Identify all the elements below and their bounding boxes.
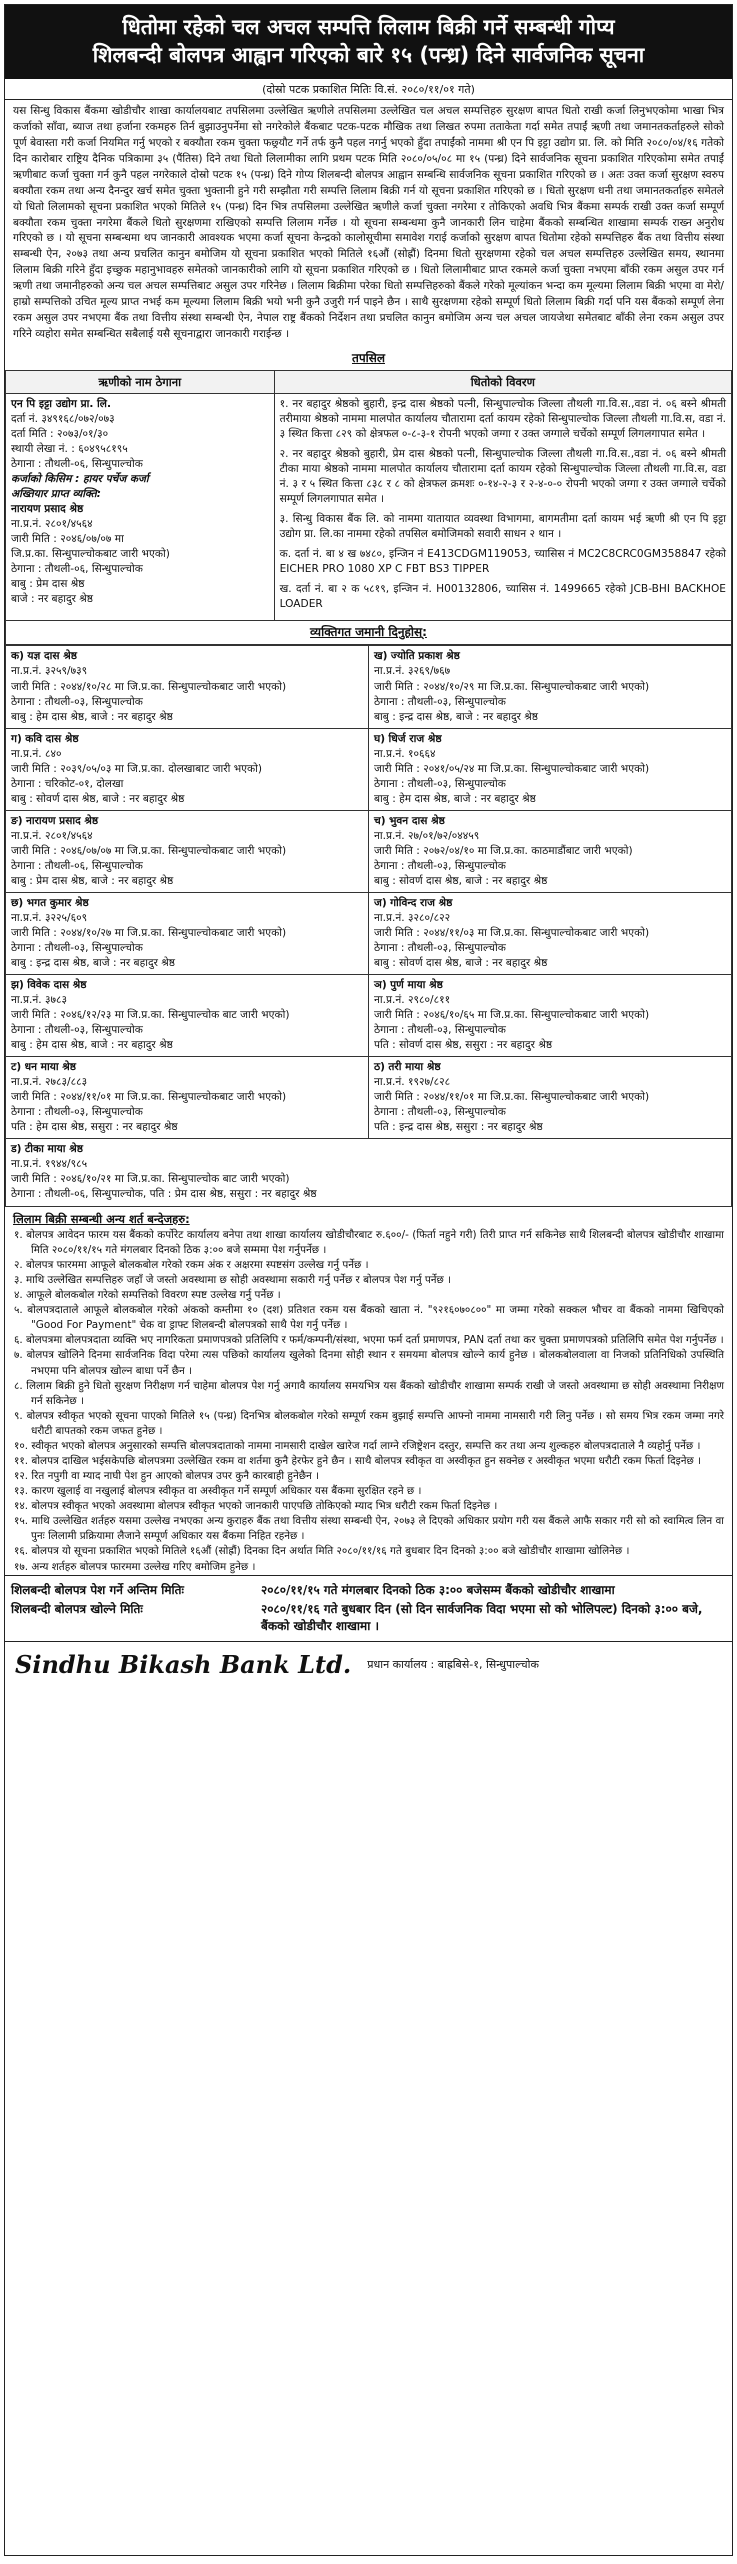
guarantor-detail: ना.प्र.नं. १९२७/८२८ xyxy=(374,1076,451,1089)
guarantor-entry xyxy=(369,646,732,728)
guarantor-detail: बाबु : हेम दास श्रेष्ठ, बाजे : नर बहादुर श्रेष्ठ xyxy=(374,792,536,805)
condition-item: १७. अन्य शर्तहरु बोलपत्र फारममा उल्लेख गरिए बमोजिम हुनेछ । xyxy=(14,1560,256,1573)
guarantor-detail: ना.प्र.नं. ३२६९/७६७ xyxy=(374,665,451,678)
condition-item: १. बोलपत्र आवेदन फारम यस बैंकको कर्पोरेट कार्यालय बनेपा तथा शाखा कार्यालय खोडीचौरबाट रु.६००/- (फिर्ता नहुने गरी) तिरी प्राप्त गर्न सकिनेछ साथै शिलबन्दी बोलपत्र खोडीचौर शाखामा मिति २०८०/११/१५ गते मंगलबार दिनको ठिक ३:०० बजे सम्ममा पेश गर्नुपर्नेछ । xyxy=(14,1228,724,1256)
condition-item: ९. बोलपत्र स्वीकृत भएको सूचना पाएको मितिले १५ (पन्ध्र) दिनभित्र बोलकबोल गरेको सम्पूर्ण रकम बुझाई सम्पत्ति आफ्नो नाममा नामसारी गरी लिनु पर्नेछ । सो समय भित्र रकम जम्मा नगरे धरौटी बापतको रकम जफत हुनेछ । xyxy=(14,1409,724,1437)
guarantor-detail: ठेगाना : तौथली-०३, सिन्धुपाल्चोक xyxy=(374,695,506,708)
notice-title-line-1: धितोमा रहेको चल अचल सम्पत्ति लिलाम बिक्री गर्ने सम्बन्धी गोप्य xyxy=(122,15,615,39)
guarantor-entry xyxy=(6,646,369,728)
guarantor-name: टीका माया श्रेष्ठ xyxy=(24,1143,83,1156)
guarantor-detail: ठेगाना : तौथली-०३, सिन्धुपाल्चोक xyxy=(11,1024,143,1037)
guarantor-detail: पति : इन्द्र दास श्रेष्ठ, ससुरा : नर बहादुर श्रेष्ठ xyxy=(374,1121,543,1134)
condition-item: १०. स्वीकृत भएको बोलपत्र अनुसारको सम्पत्ति बोलपत्रदाताको नाममा नामसारी दाखेल खारेज गर्दा लाग्ने रजिष्ट्रेशन दस्तुर, सम्पत्ति कर तथा अन्य शुल्कहरु बोलपत्रदाताले नै व्यहोर्नु पर्नेछ । xyxy=(14,1439,701,1452)
condition-item: ४. आफूले बोलकबोल गरेको सम्पत्तिको विवरण स्पष्ट उल्लेख गर्नु पर्नेछ । xyxy=(14,1289,281,1302)
guarantor-detail: ना.प्र.नं. ८४० xyxy=(11,747,62,760)
condition-item: ५. बोलपत्रदाताले आफूले बोलकबोल गरेको अंकको कम्तीमा १० (दश) प्रतिशत रकम यस बैंकको खाता नं. "९२१६०७०८००" मा जम्मा गरेको सक्कल भौचर वा बैंकको नाममा खिचिएको "Good For Payment" चेक वा ड्राफ्ट शिलबन्दी बोलपत्रको साथै पेश गर्नु पर्नेछ । xyxy=(14,1304,724,1332)
guarantor-detail: ठेगाना : तौथली-०३, सिन्धुपाल्चोक xyxy=(374,777,506,790)
submission-value: २०८०/११/१५ गते मंगलबार दिनको ठिक ३:०० बजेसम्म बैंकको खोडीचौर शाखामा xyxy=(261,1582,615,1597)
guarantor-detail: ठेगाना : तौथली-०६, सिन्धुपाल्चोक xyxy=(11,859,143,872)
guarantor-detail: बाबु : इन्द्र दास श्रेष्ठ, बाजे : नर बहादुर श्रेष्ठ xyxy=(374,710,539,723)
guarantor-detail: बाबु : सोवर्ण दास श्रेष्ठ, बाजे : नर बहादुर श्रेष्ठ xyxy=(11,792,185,805)
borrower-line: दर्ता नं. ३४९१६८/०७२/०७३ xyxy=(11,413,115,426)
guarantor-detail: जारी मिति : २०७२/०४/१० मा जि.प्र.का. काठमाडौंबाट जारी भएको) xyxy=(374,844,633,857)
submission-deadline xyxy=(11,1582,726,1599)
bank-footer xyxy=(5,1641,732,1688)
guarantor-detail: बाबु : प्रेम दास श्रेष्ठ, बाजे : नर बहादुर श्रेष्ठ xyxy=(11,874,174,887)
borrower-line: दर्ता मिति : २०७३/०१/३० xyxy=(11,428,109,441)
guarantor-detail: पति : हेम दास श्रेष्ठ, ससुरा : नर बहादुर श्रेष्ठ xyxy=(11,1121,178,1134)
guarantor-detail: बाबु : इन्द्र दास श्रेष्ठ, बाजे : नर बहादुर श्रेष्ठ xyxy=(11,957,176,970)
condition-item: १५. माथि उल्लेखित शर्तहरु यसमा उल्लेख नभएका अन्य कुराहरु बैंक तथा वित्तीय संस्था सम्बन्धी ऐन, २०७३ ले दिएको अधिकार प्रयोग गरी यस बैंकले आफै सकार गरी सो को स्वामित्व लिन वा पुनः लिलामी प्रक्रियामा लैजाने सम्पूर्ण अधिकार यस बैंकमा निहित रहनेछ । xyxy=(14,1515,724,1543)
schedule-table xyxy=(5,370,732,622)
submission-label: शिलबन्दी बोलपत्र पेश गर्ने अन्तिम मितिः xyxy=(11,1582,184,1597)
guarantors-table xyxy=(5,645,732,1206)
opening-label: शिलबन्दी बोलपत्र खोल्ने मितिः xyxy=(11,1601,143,1616)
condition-item: ७. बोलपत्र खोलिने दिनमा सार्वजनिक विदा परेमा त्यस पछिको कार्यालय खुलेको दिनमा सोही स्थान र समयमा बोलपत्र खोल्ने कार्य हुनेछ । बोलकबोलवाला वा निजको प्रतिनिधिको उपस्थिति नभएमा पनि बोलपत्र खोल्न बाधा पर्ने छैन । xyxy=(14,1349,724,1377)
condition-item: ११. बोलपत्र दाखिल भईसकेपछि बोलपत्रमा उल्लेखित रकम वा शर्तमा कुनै हेरफेर हुने छैन । साथै बोलपत्र स्वीकृत वा अस्वीकृत हुन सक्नेछ र अस्वीकृत भएमा धरौटी रकम फिर्ता दिइनेछ । xyxy=(14,1455,702,1468)
guarantor-entry xyxy=(369,892,732,974)
guarantor-detail: ना.प्र.नं. २७/०१/७२/०४४५९ xyxy=(374,829,480,842)
condition-item: १४. बोलपत्र स्वीकृत भएको अवस्थामा बोलपत्र स्वीकृत भएको जानकारी पाएपछि तोकिएको म्याद भित्र धरौटी रकम फिर्ता दिइनेछ । xyxy=(14,1500,498,1513)
conditions-list xyxy=(5,1228,732,1575)
guarantor-detail: जारी मिति : २०४४/१०/२८ मा जि.प्र.का. सिन्धुपाल्चोकबाट जारी भएको) xyxy=(11,680,287,693)
borrower-line: जि.प्र.का. सिन्धुपाल्चोकबाट जारी भएको) xyxy=(11,548,170,561)
guarantor-detail: ठेगाना : तौथली-०३, सिन्धुपाल्चोक xyxy=(374,1106,506,1119)
guarantor-detail: जारी मिति : २०४१/०५/२४ मा जि.प्र.का. सिन्धुपाल्चोकबाट जारी भएको) xyxy=(374,762,650,775)
guarantors-heading: व्यक्तिगत जमानी दिनुहोस्: xyxy=(5,621,732,645)
collateral-item: २. नर बहादुर श्रेष्ठको बुहारी, प्रेम दास श्रेष्ठको पत्नी, सिन्धुपाल्चोक जिल्ला तौथली गा.वि.स.,वडा नं. ०६ बस्ने श्रीमती टीका माया श्रेष्ठको नाममा मालपोत कार्यालय चौतारामा दर्ता कायम रहेको सिन्धुपाल्चोक जिल्ला तौथली गा.वि.स, वडा नं. ३ र ५ स्थित कित्ता ८३८ र ८ को क्षेत्रफल क्रमशः ०-१४-२-३ र २-४-०-० रोपनी भएको जग्गा र उक्त जग्गाले चर्चेको सम्पूर्ण लिगलगापात समेत । xyxy=(279,448,726,506)
guarantor-detail: ठेगाना : तौथली-०३, सिन्धुपाल्चोक xyxy=(11,1106,143,1119)
condition-item: २. बोलपत्र फारममा आफूले बोलकबोल गरेको रकम अंक र अक्षरमा स्पष्टसंग उल्लेख गर्नु पर्नेछ । xyxy=(14,1259,369,1271)
guarantor-name: ज्योति प्रकाश श्रेष्ठ xyxy=(390,650,460,663)
intro-paragraph: यस सिन्धु विकास बैंकमा खोडीचौर शाखा कार्यालयबाट तपसिलमा उल्लेखित ऋणीले तपसिलमा उल्लेखित चल अचल सम्पत्तिहरु सुरक्षण बापत धितो राखी कर्जा लिनुभएकोमा भाखा भित्र कर्जाको साँवा, ब्याज तथा हर्जाना रकमहरु तिर्न बुझाउनुपर्नेमा सो नगरेकोले बैंकबाट पटक-पटक मौखिक तथा लिखत रुपमा तताकेता गर्दा समेत तपाईं ऋणी तथा जमानतकर्ताहरुले सोको पूर्ण बेवास्ता गरी कर्जा नियमित गर्नु भएको र बक्यौता रकम चुक्ता फछ्र्यौट गर्ने तर्फ कुनै पहल नगर्नु भएको हुँदा तपाईंको नाममा श्री एन पि इट्टा उद्योग प्रा. लि. को मिति २०८०/०४/१६ गतेको दिन कारोबार राष्ट्रिय दैनिक पत्रिकामा ३५ (पैंतिस) दिने तथा धितो लिलामीका लागि प्रथम पटक मिति २०८०/०५/०८ मा १५ (पन्ध्र) दिने सार्वजनिक सूचना प्रकाशित गरिएकोमा समेत तपाईं ऋणीबाट कर्जा चुक्ता गर्न कुनै पहल नगरेकाले दोस्रो पटक १५ (पन्ध्र) दिने गोप्य शिलबन्दी बोलपत्र आह्वान सम्बन्धि सार्वजनिक सूचना प्रकाशित गरिएको छ । अतः उक्त कर्जा सुरक्षण स्वरुप बक्यौता रकम तथा अन्य दैनन्दुर खर्च समेत चुक्ता भुक्तानी हुने गरी सम्झौता गरी सम्पत्ति लिलाम बिक्री गर्न यो सूचना प्रकाशित गरिएको छ । धितो सुरक्षण धनी तथा जमानतकर्ताहरु समेतले यो धितो लिलामको सूचना प्रकाशित भएको मितिले १५ (पन्ध्र) दिन भित्र तपसिलमा उल्लेखित ऋणीले कर्जा चुक्ता नगरेमा र तोकिएको अवधि भित्र बैंकमा सम्पर्क राखी उक्त कर्जा सम्पूर्ण बक्यौता रकम चुक्ता नगरेमा बैंकले धितो सुरक्षणमा राखिएको सम्पत्ति लिलाम गर्नेछ । यो सूचना सम्बन्धमा कुनै जानकारी लिन चाहेमा बैंकको सम्बन्धित शाखामा सम्पर्क राख्न अनुरोध गरिएको छ । यो सूचना सम्बन्धमा थप जानकारी आवश्यक भएमा कर्जा सूचना केन्द्रको कालोसूचीमा समावेश गराई कर्जाको सुरक्षण बापत धितोमा रहेको सम्पत्तिहरु बैंक तथा वित्तीय संस्था सम्बन्धी ऐन, २०७३ तथा अन्य प्रचलित कानुन बमोजिम यो सूचना प्रकाशित भएको मितिले १६औं (सोह्रौं) दिनमा धितो सुरक्षणमा रहेको चल अचल सम्पत्तिहरु उल्लेखित समय, स्थानमा लिलाम बिक्री गरिने हुँदा इच्छुक महानुभावहरु समेतको जानकारीको लागि यो सूचना प्रकाशित गरिएको छ । धितो लिलामीबाट प्राप्त रकमले कर्जा चुक्ता नभएमा बाँकी रकम असुल उपर गर्न ऋणी तथा जमानीहरुको अन्य चल अचल सम्पत्तिबाट असुल उपर गरिनेछ । लिलाम बिक्रीमा परेका धितो सम्पत्तिहरुको बैंकले गरेको मूल्यांकन भन्दा कम मूल्यमा लिलाम बिक्री भएमा वा मेरो/हाम्रो सम्पत्तिको उचित मूल्य प्राप्त नभई कम मूल्यमा लिलाम बिक्री भयो भनी कुनै उजुरी गर्न पाइने छैन । साथै सुरक्षणमा रहेको सम्पूर्ण धितो लिलाम बिक्री गर्दा पनि यस बैंकको सम्पूर्ण लेना रकम असुल उपर नभएमा बैंक तथा वित्तीय संस्था सम्बन्धी ऐन, नेपाल राष्ट्र बैंकको निर्देशन तथा प्रचलित कानुन बमोजिम अन्य चल अचल जायजेथा समेतबाट बाँकी लेना रकम असुल उपर गरिने व्यहोरा समेत सम्बन्धित सबैलाई यसै सूचनाद्वारा जानकारी गराईन्छ । xyxy=(13,105,724,340)
guarantor-detail: ना.प्र.नं. ३७८३ xyxy=(11,994,68,1007)
guarantor-detail: ठेगाना : तौथली-०३, सिन्धुपाल्चोक xyxy=(374,942,506,955)
guarantor-letter: ङ) xyxy=(11,814,23,827)
guarantor-name: धिर्ज राज श्रेष्ठ xyxy=(388,732,442,745)
guarantor-entry xyxy=(6,892,369,974)
guarantor-name: गोविन्द राज श्रेष्ठ xyxy=(390,896,453,909)
guarantor-letter: क) xyxy=(11,650,24,663)
guarantor-letter: ड) xyxy=(11,1143,22,1156)
borrower-line: स्थायी लेखा नं. : ६०४९५८१९५ xyxy=(11,443,128,456)
tender-dates xyxy=(5,1575,732,1641)
collateral-item: ३. सिन्धु विकास बैंक लि. को नाममा यातायात व्यवस्था विभागमा, बागमतीमा दर्ता कायम भई ऋणी श्री एन पि इट्टा उद्योग प्रा. लि.का नाममा रहेको तपसिल बमोजिमको सवारी साधन २ थान । xyxy=(279,513,726,541)
condition-item: ८. लिलाम बिक्री हुने धितो सुरक्षण निरीक्षण गर्न चाहेमा बोलपत्र पेश गर्नु अगावै कार्यालय समयभित्र यस बैंकको खोडीचौर शाखामा सम्पर्क राखी जे जस्तो अवस्थामा छ सोही अवस्थामा निरीक्षण गर्न सकिनेछ । xyxy=(14,1379,724,1407)
guarantor-entry xyxy=(6,975,369,1057)
collateral-vehicle-item: ख. दर्ता नं. बा २ क ५८१९, इन्जिन नं. H00132806, च्यासिस नं. 1499665 रहेको JCB-BHI BACKHOE LOADER xyxy=(279,583,726,611)
guarantor-name: धन माया श्रेष्ठ xyxy=(24,1061,77,1074)
guarantor-detail: जारी मिति : २०४६/१०/२१ मा जि.प्र.का. सिन्धुपाल्चोक बाट जारी भएको) xyxy=(11,1173,290,1186)
guarantor-letter: ट) xyxy=(11,1061,22,1074)
guarantor-detail: ना.प्र.नं. २८०१/४५६४ xyxy=(11,829,93,842)
borrower-line: एन पि इट्टा उद्योग प्रा. लि. xyxy=(11,398,111,411)
borrower-line: जारी मिति : २०४६/०७/०७ मा xyxy=(11,533,124,546)
guarantor-detail: जारी मिति : २०४४/११/०१ मा जि.प्र.का. सिन्धुपाल्चोकबाट जारी भएको) xyxy=(11,1091,287,1104)
guarantor-entry xyxy=(6,728,369,810)
guarantor-detail: ठेगाना : तौथली-०३, सिन्धुपाल्चोक xyxy=(11,695,143,708)
collateral-cell xyxy=(274,394,731,621)
guarantor-detail: पति : सोवर्ण दास श्रेष्ठ, ससुरा : नर बहादुर श्रेष्ठ xyxy=(374,1039,553,1052)
guarantor-detail: ठेगाना : तौथली-०३, सिन्धुपाल्चोक xyxy=(374,1024,506,1037)
guarantor-detail: ना.प्र.नं. ३२५९/७३९ xyxy=(11,665,88,678)
publication-date: (दोस्रो पटक प्रकाशित मितिः वि.सं. २०८०/११/०१ गते) xyxy=(5,79,732,101)
condition-item: ३. माथि उल्लेखित सम्पत्तिहरु जहाँ जे जस्तो अवस्थामा छ सोही अवस्थामा सकारी गर्नु पर्नेछ र बोलपत्र पेश गर्नु पर्नेछ । xyxy=(14,1274,452,1287)
guarantor-name: तरी माया श्रेष्ठ xyxy=(388,1061,441,1074)
conditions-heading: लिलाम बिक्री सम्बन्धी अन्य शर्त बन्देजहरु: xyxy=(13,1211,190,1226)
guarantor-detail: ना.प्र.नं. १०६६४ xyxy=(374,747,436,760)
guarantor-detail: जारी मिति : २०४६/१०/६५ मा जि.प्र.का. सिन्धुपाल्चोकबाट जारी भएको) xyxy=(374,1009,650,1022)
guarantor-entry xyxy=(369,975,732,1057)
opening-value: २०८०/११/१६ गते बुधबार दिन (सो दिन सार्वजनिक विदा भएमा सो को भोलिपल्ट) दिनको ३:०० बजे, बैंकको खोडीचौर शाखामा । xyxy=(261,1601,703,1633)
guarantor-name: कवि दास श्रेष्ठ xyxy=(25,732,79,745)
guarantor-entry xyxy=(369,1057,732,1139)
guarantor-name: यज्ञ दास श्रेष्ठ xyxy=(27,650,77,663)
guarantor-letter: ग) xyxy=(11,732,22,745)
guarantor-detail: बाबु : हेम दास श्रेष्ठ, बाजे : नर बहादुर श्रेष्ठ xyxy=(11,1039,173,1052)
borrower-line: ठेगाना : तौथली-०६, सिन्धुपाल्चोक xyxy=(11,563,143,576)
guarantor-name: भुवन दास श्रेष्ठ xyxy=(388,814,445,827)
guarantor-detail: जारी मिति : २०४४/१०/२९ मा जि.प्र.का. सिन्धुपाल्चोकबाट जारी भएको) xyxy=(374,680,650,693)
borrower-line: नारायण प्रसाद श्रेष्ठ xyxy=(11,503,84,516)
guarantor-detail: ठेगाना : तौथली-०३, सिन्धुपाल्चोक xyxy=(11,942,143,955)
guarantor-detail: ना.प्र.नं. ३२८०/८२२ xyxy=(374,911,451,924)
guarantor-detail: ना.प्र.नं. २७८३/८८३ xyxy=(11,1076,88,1089)
guarantor-detail: जारी मिति : २०४४/१०/२७ मा जि.प्र.का. सिन्धुपाल्चोकबाट जारी भएको) xyxy=(11,926,287,939)
condition-item: १६. बोलपत्र यो सूचना प्रकाशित भएको मितिले १६औं (सोह्रौं) दिनका दिन अर्थात मिति २०८०/११/१६ गते बुधबार दिन दिनको ३:०० बजे खोडीचौर शाखामा खोलिनेछ । xyxy=(14,1545,630,1558)
collateral-item: १. नर बहादुर श्रेष्ठको बुहारी, इन्द्र दास श्रेष्ठको पत्नी, सिन्धुपाल्चोक जिल्ला तौथली गा.वि.स.,वडा नं. ०६ बस्ने श्रीमती तरीमाया श्रेष्ठको नाममा मालपोत कार्यालय चौतारामा दर्ता कायम रहेको सिन्धुपाल्चोक जिल्ला तौथली गा.वि.स, वडा नं. ३ स्थित कित्ता ८२९ को क्षेत्रफल ०-८-३-१ रोपनी भएको जग्गा र उक्त जग्गाले चर्चेको सम्पूर्ण लिगलगापात समेत । xyxy=(279,398,726,441)
bank-logo: Sindhu Bikash Bank Ltd. xyxy=(15,1649,352,1679)
guarantor-detail: जारी मिति : २०४६/१२/२३ मा जि.प्र.का. सिन्धुपाल्चोक बाट जारी भएको) xyxy=(11,1009,290,1022)
borrower-line: कर्जाको किसिम : हायर पर्चेज कर्जा xyxy=(11,473,149,486)
opening-date xyxy=(11,1601,726,1635)
guarantor-letter: ख) xyxy=(374,650,388,663)
guarantor-detail: जारी मिति : २०४६/०७/०७ मा जि.प्र.का. सिन्धुपाल्चोकबाट जारी भएको) xyxy=(11,844,287,857)
borrower-line: ठेगाना : तौथली-०६, सिन्धुपाल्चोक xyxy=(11,458,143,471)
guarantor-detail: ना.प्र.नं. १९४४/९८५ xyxy=(11,1158,88,1171)
guarantor-letter: च) xyxy=(374,814,386,827)
guarantor-detail: बाबु : सोवर्ण दास श्रेष्ठ, बाजे : नर बहादुर श्रेष्ठ xyxy=(374,957,548,970)
borrower-line: बाजे : नर बहादुर श्रेष्ठ xyxy=(11,593,94,606)
borrower-line: ना.प्र.नं. २८०१/४५६४ xyxy=(11,518,93,531)
bank-address: प्रधान कार्यालय : बाह्रबिसे-१, सिन्धुपाल्चोक xyxy=(367,1657,539,1671)
collateral-column-header: धितोको विवरण xyxy=(274,370,731,393)
guarantor-name: नारायण प्रसाद श्रेष्ठ xyxy=(25,814,99,827)
guarantor-letter: ञ) xyxy=(374,979,387,992)
guarantor-name: विवेक दास श्रेष्ठ xyxy=(27,979,87,992)
borrower-column-header: ऋणीको नाम ठेगाना xyxy=(6,370,275,393)
notice-title-line-2: शिलबन्दी बोलपत्र आह्वान गरिएको बारे १५ (पन्ध्र) दिने सार्वजनिक सूचना xyxy=(92,43,645,68)
condition-item: ६. बोलपत्रमा बोलपत्रदाता व्यक्ति भए नागरिकता प्रमाणपत्रको प्रतिलिपि र फर्म/कम्पनी/संस्था, भएमा फर्म दर्ता प्रमाणपत्र, PAN दर्ता तथा कर चुक्ता प्रमाणपत्रको प्रतिलिपि समेत पेश गर्नुपर्नेछ । xyxy=(14,1334,724,1347)
borrower-line: बाबु : प्रेम दास श्रेष्ठ xyxy=(11,578,85,591)
guarantor-entry xyxy=(369,728,732,810)
guarantor-letter: ठ) xyxy=(374,1061,385,1074)
guarantor-detail: जारी मिति : २०४४/११/०३ मा जि.प्र.का. सिन्धुपाल्चोकबाट जारी भएको) xyxy=(374,926,650,939)
notice-page xyxy=(4,4,733,2556)
guarantor-name: भगत कुमार श्रेष्ठ xyxy=(26,896,89,909)
guarantor-letter: झ) xyxy=(11,979,24,992)
collateral-vehicle-item: क. दर्ता नं. बा ४ ख ७४८०, इन्जिन नं E413CDGM119053, च्यासिस नं MC2C8CRC0GM358847 रहेको EICHER PRO 1080 XP C FBT BS3 TIPPER xyxy=(279,548,726,576)
notice-title-band xyxy=(5,5,732,79)
guarantor-detail: जारी मिति : २०३९/०५/०३ मा जि.प्र.का. दोलखाबाट जारी भएको) xyxy=(11,762,263,775)
guarantor-detail: बाबु : हेम दास श्रेष्ठ, बाजे : नर बहादुर श्रेष्ठ xyxy=(11,710,173,723)
guarantor-detail: बाबु : सोवर्ण दास श्रेष्ठ, बाजे : नर बहादुर श्रेष्ठ xyxy=(374,874,548,887)
schedule-heading: तपसिल xyxy=(351,350,385,365)
guarantor-letter: छ) xyxy=(11,896,24,909)
borrower-line: अख्तियार प्राप्त व्यक्ति: xyxy=(11,488,101,501)
guarantor-letter: घ) xyxy=(374,732,386,745)
guarantor-name: पुर्ण माया श्रेष्ठ xyxy=(390,979,443,992)
guarantor-detail: जारी मिति : २०४४/११/०१ मा जि.प्र.का. सिन्धुपाल्चोकबाट जारी भएको) xyxy=(374,1091,650,1104)
guarantor-entry xyxy=(6,810,369,892)
guarantor-detail: ठेगाना : तौथली-०६, सिन्धुपाल्चोक, पति : प्रेम दास श्रेष्ठ, ससुरा : नर बहादुर श्रेष्ठ xyxy=(11,1188,317,1201)
condition-item: १३. कारण खुलाई वा नखुलाई बोलपत्र स्वीकृत वा अस्वीकृत गर्ने सम्पूर्ण अधिकार यस बैंकमा सुरक्षित रहने छ । xyxy=(14,1485,422,1498)
guarantor-detail: ना.प्र.नं. २९८०/८११ xyxy=(374,994,451,1007)
guarantor-entry xyxy=(6,1139,732,1206)
guarantor-detail: ना.प्र.नं. ३२२५/६०९ xyxy=(11,911,88,924)
condition-item: १२. रित नपुगी वा म्याद नाघी पेश हुन आएको बोलपत्र उपर कुनै कारबाही हुनेछैन । xyxy=(14,1470,320,1483)
guarantor-entry xyxy=(6,1057,369,1139)
guarantor-letter: ज) xyxy=(374,896,387,909)
guarantor-entry xyxy=(369,810,732,892)
guarantor-detail: ठेगाना : तौथली-०३, सिन्धुपाल्चोक xyxy=(374,859,506,872)
borrower-cell xyxy=(6,394,275,621)
guarantor-detail: ठेगाना : चरिकोट-०१, दोलखा xyxy=(11,777,124,790)
